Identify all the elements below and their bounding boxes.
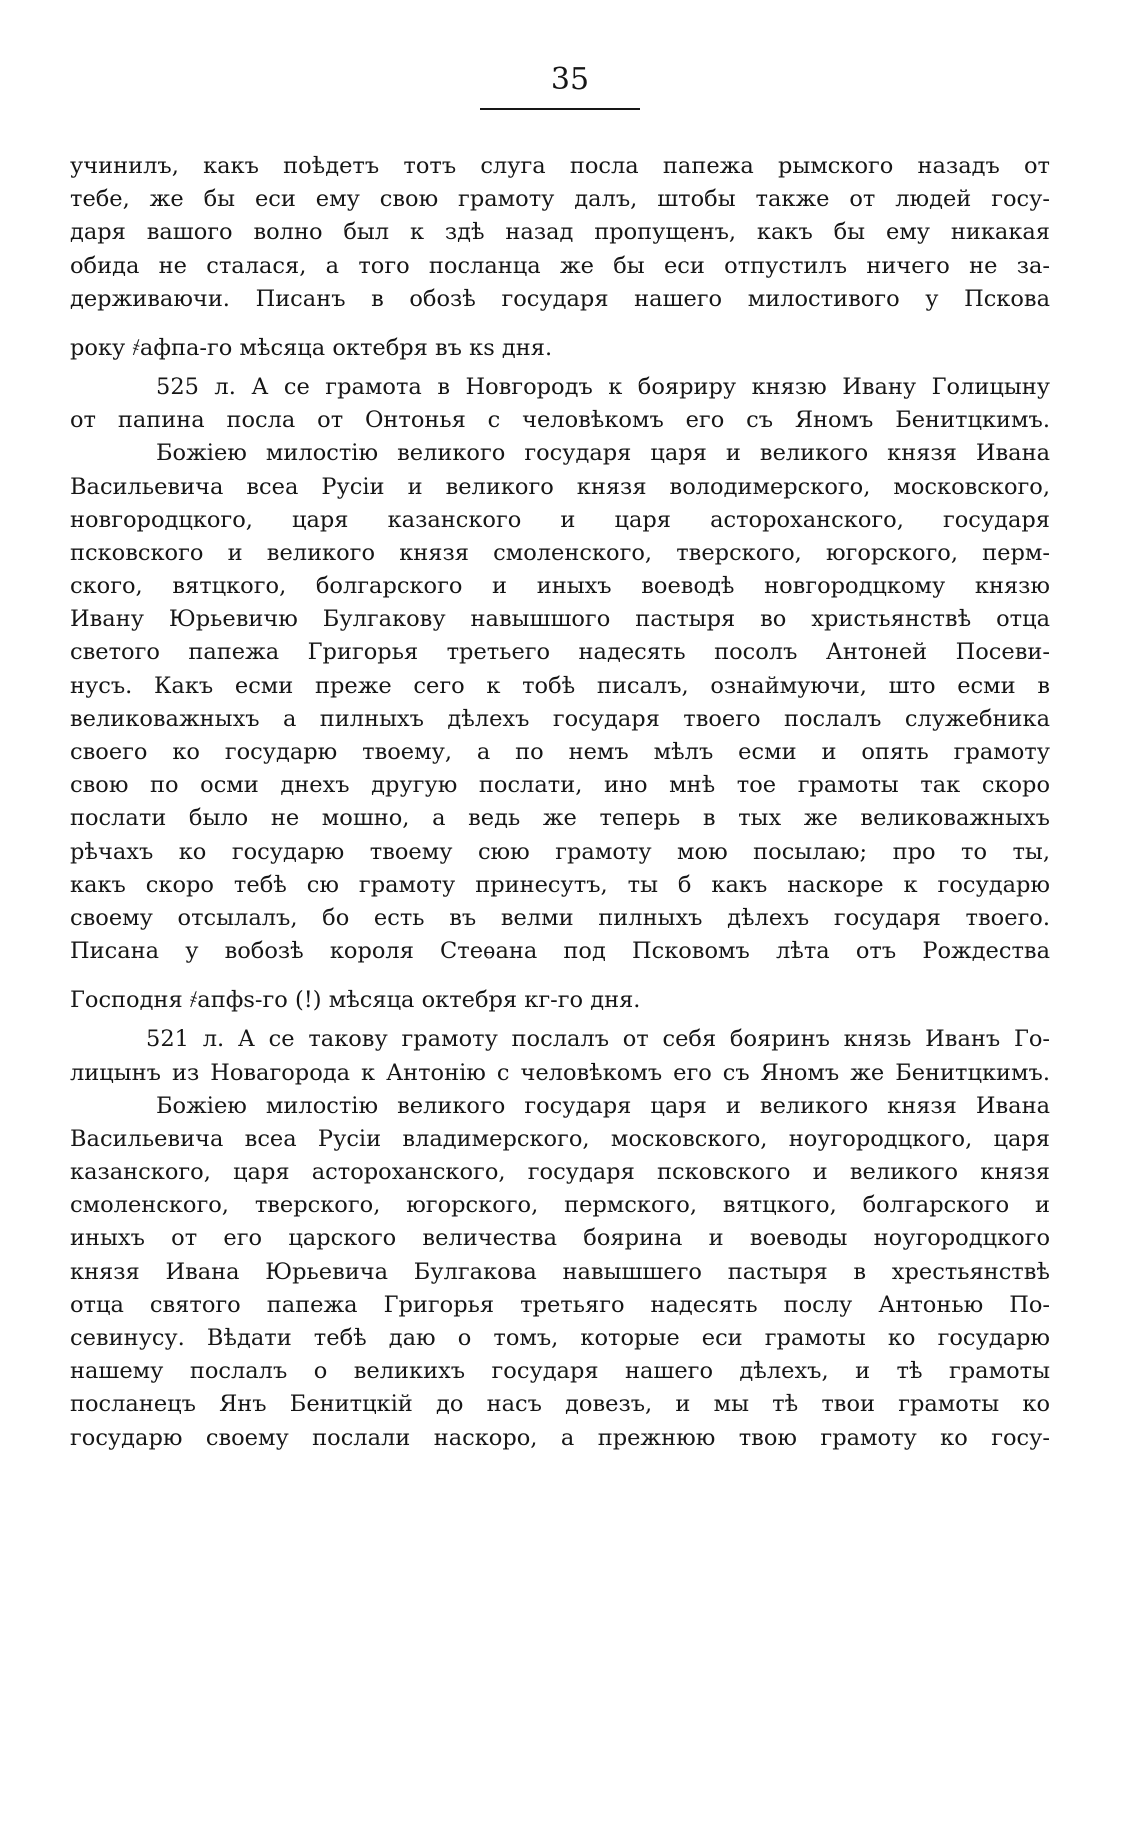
text-line: своего ко государю твоему, а по немъ мѣлъ есми и опять грамоту <box>70 739 1050 765</box>
text-line: государю своему послали наскоро, а прежнюю твою грамоту ко госу- <box>70 1424 1050 1451</box>
text-line: учинилъ, какъ поѣдетъ тотъ слуга посла папежа рымского назадъ от <box>70 153 1050 179</box>
text-line: нусъ. Какъ есми преже сего к тобѣ писалъ, ознаймуючи, што есми в <box>70 672 1050 699</box>
text-line: нашему послалъ о великихъ государя нашего дѣлехъ, и тѣ грамоты <box>70 1358 1050 1385</box>
text-line: новгородцкого, царя казанского и царя астороханского, государя <box>70 506 1050 533</box>
text-line: послати было не мошно, а ведь же теперь в тых же великоважныхъ <box>70 805 1050 832</box>
entry-heading-line: от папина посла от Онтонья с человѣкомъ его съ Яномъ Бенитцкимъ. <box>70 407 1050 434</box>
entry-heading-line: 521 л. А се такову грамоту послалъ от себя бояринъ князь Иванъ Го- <box>146 1026 1050 1053</box>
text-line: своему отсылалъ, бо есть въ велми пилныхъ дѣлехъ государя твоего. <box>70 904 1050 931</box>
text-line: псковского и великого князя смоленского, тверского, югорского, перм- <box>70 539 1050 566</box>
text-line: севинусу. Вѣдати тебѣ даю о томъ, которые еси грамоты ко государю <box>70 1325 1050 1351</box>
text-line: держиваючи. Писанъ в обозѣ государя нашего милостивого у Пскова <box>70 285 1050 312</box>
text-line: даря вашого волно был к здѣ назад пропущенъ, какъ бы ему никакая <box>70 219 1050 246</box>
text-line: какъ скоро тебѣ сю грамоту принесутъ, ты б какъ наскоре к государю <box>70 871 1050 898</box>
text-line: року ҂афпа-го мѣсяца октебря въ кѕ дня. <box>70 334 553 361</box>
text-line: великоважныхъ а пилныхъ дѣлехъ государя твоего послалъ служебника <box>70 705 1050 732</box>
text-line: смоленского, тверского, югорского, пермского, вятцкого, болгарского и <box>70 1192 1050 1219</box>
text-line: Божiею милостiю великого государя царя и великого князя Ивана <box>156 1092 1050 1119</box>
text-line: Васильевича всеа Русiи владимерского, московского, ноугородцкого, царя <box>70 1125 1050 1152</box>
page-number-rule <box>480 108 640 110</box>
page-number: 35 <box>550 62 590 97</box>
text-line: отца святого папежа Григорья третьяго надесять послу Антонью По- <box>70 1291 1050 1318</box>
text-line: светого папежа Григорья третьего надесять посолъ Антоней Посеви- <box>70 639 1050 666</box>
text-line: казанского, царя астороханского, государя псковского и великого князя <box>70 1159 1050 1186</box>
text-line: Божiею милостiю великого государя царя и великого князя Ивана <box>156 440 1050 467</box>
text-line: обида не сталася, а того посланца же бы еси отпустилъ ничего не за- <box>70 252 1050 279</box>
entry-heading-line: 525 л. А се грамота в Новгородъ к бояриру князю Ивану Голицыну <box>156 373 1050 400</box>
text-line: рѣчахъ ко государю твоему сюю грамоту мою посылаю; про то ты, <box>70 838 1050 865</box>
text-line: Васильевича всеа Русiи и великого князя володимерского, московского, <box>70 473 1050 500</box>
text-line: иныхъ от его царского величества боярина и воеводы ноугородцкого <box>70 1225 1050 1252</box>
text-line: Ивану Юрьевичю Булгакову навышшого пастыря во христьянствѣ отца <box>70 606 1050 633</box>
text-line: посланецъ Янъ Бенитцкiй до насъ довезъ, и мы тѣ твои грамоты ко <box>70 1391 1050 1418</box>
page-text <box>70 150 1050 1455</box>
text-line: Писана у вобозѣ короля Стеѳана под Псковомъ лѣта отъ Рождества <box>70 938 1050 965</box>
text-line: свою по осми днехъ другую послати, ино мнѣ тое грамоты так скоро <box>70 772 1050 799</box>
text-line: ского, вятцкого, болгарского и иныхъ воеводѣ новгородцкому князю <box>70 573 1050 600</box>
text-line: князя Ивана Юрьевича Булгакова навышшего пастыря в хрестьянствѣ <box>70 1258 1050 1285</box>
entry-heading-line: лицынъ из Новагорода к Антонiю с человѣкомъ его съ Яномъ же Бенитцкимъ. <box>70 1059 1050 1086</box>
text-line: тебе, же бы еси ему свою грамоту далъ, штобы также от людей госу- <box>70 186 1050 213</box>
text-line: Господня ҂апфѕ-го (!) мѣсяца октебря кг-го дня. <box>70 987 641 1014</box>
